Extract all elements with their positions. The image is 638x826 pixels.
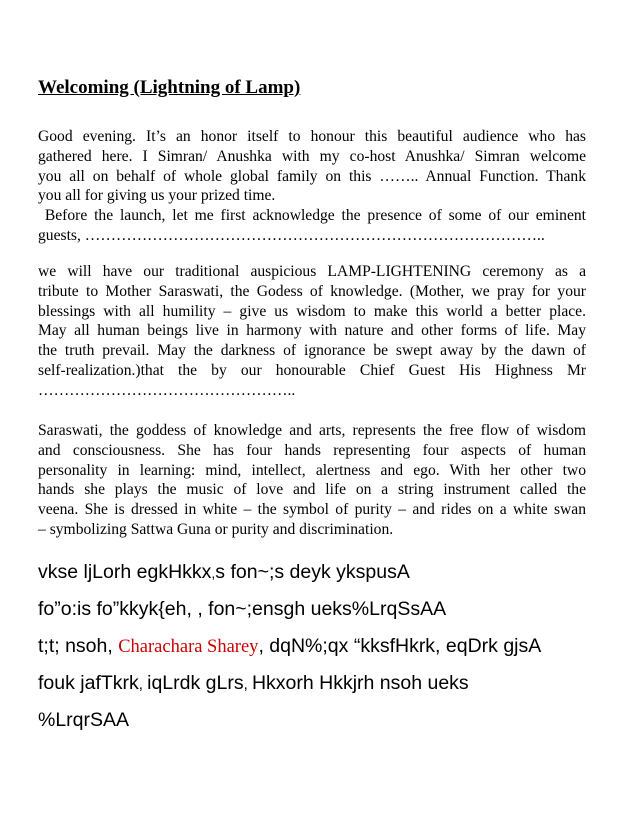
text-line: self-realization.)that the by our honourable Chief Guest His Highness Mr xyxy=(38,361,586,379)
text-line: we will have our traditional auspicious LAMP-LIGHTENING ceremony as a xyxy=(38,263,586,280)
verse-text: t;t; nsoh xyxy=(38,635,108,657)
document-page xyxy=(38,0,586,826)
text-line: guests, …………………………………………………………………………….. xyxy=(38,226,545,244)
text-line: the truth prevail. May the darkness of ignorance be swept away by the dawn of xyxy=(38,342,586,360)
verse-text: fo”o:is fo”kkyk{eh, , fon~;ensgh ueks%LrqSsAA xyxy=(38,598,447,620)
verse-text: dqN%;qx “kksfHkrk, eqDrk gjsA xyxy=(269,635,542,657)
text-line: gathered here. I Simran/ Anushka with my co-host Anushka/ Simran welcome xyxy=(38,147,586,165)
text-line: – symbolizing Sattwa Guna or purity and discrimination. xyxy=(38,520,394,538)
welcome-paragraph xyxy=(38,127,586,246)
verse-text: vkse ljLorh egkHkkx xyxy=(38,561,212,583)
text-line: Saraswati, the goddess of knowledge and arts, represents the free flow of wisdom xyxy=(38,422,586,439)
charachara-sharey-text: Charachara Sharey xyxy=(118,637,259,657)
verse-text: Hkxorh Hkkjrh nsoh ueks xyxy=(251,672,469,694)
text-line: Good evening. It’s an honor itself to honour this beautiful audience who has xyxy=(38,128,586,145)
hindi-verse-line-3 xyxy=(38,635,586,658)
lamp-ceremony-paragraph xyxy=(38,262,586,401)
hindi-verse-line-5 xyxy=(38,709,586,732)
verse-text: s fon~;s deyk ykspusA xyxy=(215,561,410,583)
verse-separator: , xyxy=(138,676,148,693)
hindi-verse-line-2 xyxy=(38,598,586,621)
verse-text: %LrqrSAA xyxy=(38,709,130,731)
verse-separator: , xyxy=(258,635,270,657)
verse-comma: , xyxy=(211,565,216,581)
text-line: May all human beings live in harmony with nature and other forms of life. May xyxy=(38,322,586,340)
text-line: and consciousness. She has four hands representing four aspects of human xyxy=(38,441,586,459)
text-line: you all for giving us your prized time. xyxy=(38,187,276,205)
hindi-verse-line-4 xyxy=(38,672,586,695)
text-line: Before the launch, let me first acknowledge the presence of some of our eminent xyxy=(38,207,586,225)
verse-separator: , xyxy=(243,676,252,693)
text-line: personality in learning: mind, intellect, alertness and ego. With her other two xyxy=(38,461,586,479)
page-title: Welcoming (Lightning of Lamp) xyxy=(38,77,301,98)
text-line: veena. She is dressed in white – the symbol of purity – and rides on a white swan xyxy=(38,501,586,519)
text-line: blessings with all humility – give us wisdom to make this world a better place. xyxy=(38,302,586,320)
text-line: you all on behalf of whole global family on this …….. Annual Function. Thank xyxy=(38,167,586,185)
text-line: hands she plays the music of love and life on a string instrument called the xyxy=(38,481,586,499)
verse-text: iqLrdk gLrs xyxy=(147,672,244,694)
verse-separator: , xyxy=(107,635,119,657)
verse-text: fouk jafTkrk xyxy=(38,672,139,694)
text-line: ………………………………………….. xyxy=(38,381,296,399)
hindi-verse-line-1 xyxy=(38,561,586,584)
text-line: tribute to Mother Saraswati, the Godess of knowledge. (Mother, we pray for your xyxy=(38,282,586,300)
saraswati-paragraph xyxy=(38,421,586,540)
